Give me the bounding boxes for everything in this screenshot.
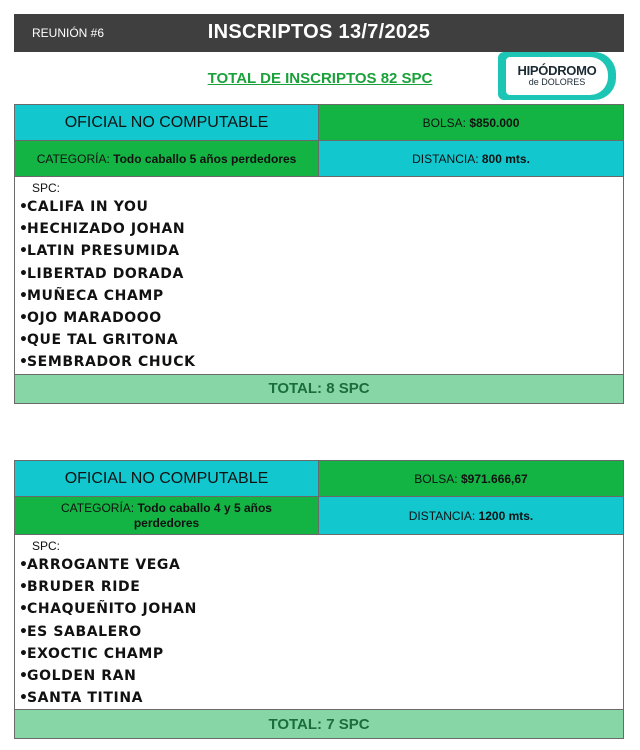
total-entries: TOTAL DE INSCRIPTOS 82 SPC <box>207 70 433 87</box>
race-card-1 <box>14 104 624 404</box>
categoria <box>15 141 319 176</box>
horse-name: SANTA TITINA <box>27 690 144 707</box>
spc-label: SPC: <box>32 181 61 195</box>
horse-entry: •MUÑECA CHAMP <box>19 287 164 304</box>
horse-entry: •LATIN PRESUMIDA <box>19 243 180 260</box>
horse-entry: •CHAQUEÑITO JOHAN <box>19 601 197 618</box>
horse-name: CALIFA IN YOU <box>27 199 149 215</box>
page-header <box>14 14 624 52</box>
distancia-label: DISTANCIA: <box>408 508 476 523</box>
distancia <box>319 497 623 534</box>
horse-entry: •SANTA TITINA <box>19 690 144 707</box>
distancia-value: 800 mts. <box>481 151 530 166</box>
horse-name: HECHIZADO JOHAN <box>27 221 186 238</box>
logo-line2: de DOLORES <box>528 77 586 87</box>
horse-name: QUE TAL GRITONA <box>27 332 179 349</box>
bolsa-value: $971.666,67 <box>460 471 528 486</box>
horse-entry: •ES SABALERO <box>19 623 142 640</box>
distancia-value: 1200 mts. <box>478 508 534 523</box>
bolsa <box>319 461 623 496</box>
horse-name: MUÑECA CHAMP <box>27 287 164 304</box>
categoria <box>15 497 319 534</box>
spc-list <box>15 535 623 709</box>
race-type: OFICIAL NO COMPUTABLE <box>15 461 319 496</box>
hipodromo-logo <box>498 52 616 100</box>
bolsa-label: BOLSA: <box>414 471 458 486</box>
horse-entry: •EXOCTIC CHAMP <box>19 645 164 662</box>
bolsa-label: BOLSA: <box>422 115 466 130</box>
horse-entry: •HECHIZADO JOHAN <box>19 221 186 238</box>
horse-name: LATIN PRESUMIDA <box>27 243 180 260</box>
categoria-label: CATEGORÍA: <box>61 500 135 515</box>
horse-entry: •ARROGANTE VEGA <box>19 557 181 573</box>
race-card-2 <box>14 460 624 739</box>
categoria-value: Todo caballo 4 y 5 años perdedores <box>133 500 272 530</box>
distancia <box>319 141 623 176</box>
logo-line1: HIPÓDROMO <box>517 63 597 78</box>
bolsa <box>319 105 623 140</box>
horse-name: SEMBRADOR CHUCK <box>27 354 196 371</box>
horse-name: EXOCTIC CHAMP <box>27 645 164 662</box>
spc-label: SPC: <box>32 539 61 553</box>
page-title: INSCRIPTOS 13/7/2025 <box>207 21 431 43</box>
horse-entry: •QUE TAL GRITONA <box>19 332 179 349</box>
horse-name: ES SABALERO <box>27 623 142 640</box>
horse-entry: •CALIFA IN YOU <box>19 199 149 215</box>
race-total: TOTAL: 7 SPC <box>15 709 623 738</box>
categoria-value: Todo caballo 5 años perdedores <box>113 151 297 166</box>
horse-entry: •LIBERTAD DORADA <box>19 265 184 282</box>
race-total: TOTAL: 8 SPC <box>15 374 623 403</box>
horse-name: BRUDER RIDE <box>27 579 141 596</box>
categoria-label: CATEGORÍA: <box>36 151 110 166</box>
horse-name: LIBERTAD DORADA <box>27 265 184 282</box>
horse-entry: •BRUDER RIDE <box>19 579 141 596</box>
bolsa-value: $850.000 <box>469 115 520 130</box>
horse-entry: •SEMBRADOR CHUCK <box>19 354 196 371</box>
horse-name: ARROGANTE VEGA <box>27 557 181 573</box>
distancia-label: DISTANCIA: <box>412 151 479 166</box>
race-type: OFICIAL NO COMPUTABLE <box>15 105 319 140</box>
spc-list <box>15 177 623 374</box>
horse-entry: •OJO MARADOOO <box>19 309 162 326</box>
horse-name: CHAQUEÑITO JOHAN <box>27 601 197 618</box>
horse-entry: •GOLDEN RAN <box>19 667 137 684</box>
horse-name: OJO MARADOOO <box>27 309 162 326</box>
horse-name: GOLDEN RAN <box>27 667 137 684</box>
meeting-number: REUNIÓN #6 <box>32 26 105 40</box>
